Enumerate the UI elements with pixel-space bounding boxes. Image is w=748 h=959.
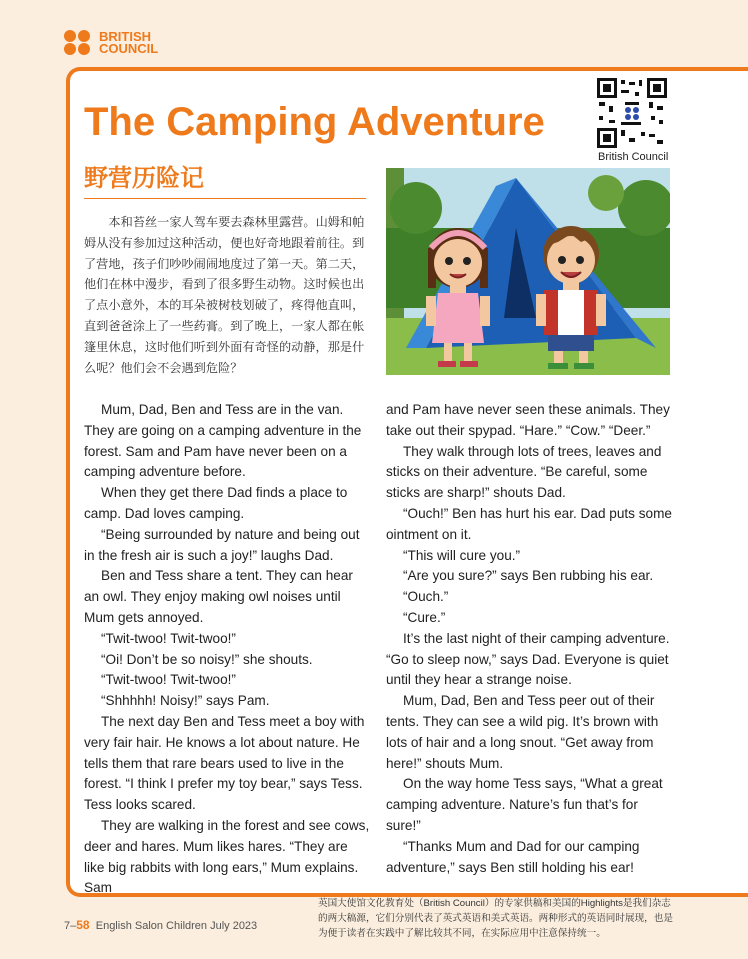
story-paragraph: They walk through lots of trees, leaves and sticks on their adventure. “Be careful, some sticks are sharp!” shouts Dad. xyxy=(386,443,662,501)
story-paragraph: “Being surrounded by nature and being out in the fresh air is such a joy!” laughs Dad. xyxy=(84,526,360,563)
logo-dots-icon xyxy=(64,30,94,56)
intro-cn: 本和苔丝一家人驾车要去森林里露营。山姆和帕姆从没有参加过这种活动，便也好奇地跟着前往。到了营地，孩子们吵吵闹闹地度过了第一天。第二天，他们在林中漫步，看到了很多野生动物。这时候也出了点小意外，本的耳朵被树枝划破了，疼得他直叫，直到爸爸涂上了一些药膏。到了晚上，一家人都在帐篷里休息，这时他们听到外面有奇怪的动静，那是什么呢？他们会不会遇到危险？ xyxy=(84,215,365,375)
page-number: 7–58 English Salon Children July 2023 xyxy=(64,918,258,932)
story-paragraph: “Cure.” xyxy=(403,609,446,625)
footer-note-cn: 英国大使馆文化教育处（British Council）的专家供稿和美国的Highlights是我们杂志的两大稿源，它们分别代表了英式英语和美式英语。两种形式的英语同时展现，也是为便于读者在实践中了解比较其不同，在实际应用中注意保持统一。 xyxy=(318,898,673,939)
logo-line2: COUNCIL xyxy=(99,41,159,56)
story-paragraph: “Oi! Don’t be so noisy!” she shouts. xyxy=(101,651,313,667)
story-paragraph: They are walking in the forest and see cows, deer and hares. Mum likes hares. “They are like big rabbits with long ears,” Mum explains. Sam xyxy=(84,817,370,896)
story-paragraph: and Pam have never seen these animals. They take out their spypad. “Hare.” “Cow.” “Deer.” xyxy=(386,402,670,438)
story-paragraph: It’s the last night of their camping adventure. “Go to sleep now,” says Dad. Everyone is quiet until they hear a strange noise. xyxy=(386,630,670,688)
logo-text xyxy=(99,31,158,55)
story-column-right xyxy=(386,400,672,878)
magazine-name: English Salon Children July 2023 xyxy=(95,920,258,932)
story-paragraph: “Twit-twoo! Twit-twoo!” xyxy=(101,672,236,688)
page-number-value: 58 xyxy=(76,918,90,932)
story-paragraph: “This will cure you.” xyxy=(403,547,521,563)
story-paragraph: When they get there Dad finds a place to camp. Dad loves camping. xyxy=(84,485,348,521)
story-paragraph: “Are you sure?” says Ben rubbing his ear. xyxy=(403,568,654,584)
camping-kids-illustration xyxy=(386,168,670,375)
story-paragraph: “Twit-twoo! Twit-twoo!” xyxy=(101,630,236,646)
story-paragraph: “Shhhhh! Noisy!” says Pam. xyxy=(101,693,270,709)
british-council-logo xyxy=(64,30,158,56)
article-title: The Camping Adventure xyxy=(84,100,545,144)
title-divider xyxy=(84,198,366,199)
qr-label: British Council xyxy=(598,151,669,163)
story-paragraph: Mum, Dad, Ben and Tess peer out of their tents. They can see a wild pig. It’s brown with lots of hair and a long snout. “Get away from here!” shouts Mum. xyxy=(386,693,659,771)
story-column-left xyxy=(84,400,370,899)
qr-code-icon[interactable] xyxy=(597,78,667,148)
story-paragraph: Ben and Tess share a tent. They can hear an owl. They enjoy making owl noises until Mum gets annoyed. xyxy=(84,568,353,625)
logo-line1: BRITISH xyxy=(99,29,151,44)
story-paragraph: On the way home Tess says, “What a great camping adventure. Nature’s fun that’s for sure!” xyxy=(386,776,663,833)
page-prefix: 7 xyxy=(64,920,71,932)
story-paragraph: Mum, Dad, Ben and Tess are in the van. They are going on a camping adventure in the forest. Sam and Pam have never been on a camping adventure before. xyxy=(84,402,362,480)
story-paragraph: The next day Ben and Tess meet a boy with very fair hair. He knows a lot about nature. He tells them that rare bears used to live in the forest. “I think I prefer my toy bear,” says Tess. Tess looks scared. xyxy=(84,713,365,813)
story-paragraph: “Ouch.” xyxy=(403,589,449,605)
article-subtitle-cn: 野营历险记 xyxy=(84,165,204,192)
story-paragraph: “Ouch!” Ben has hurt his ear. Dad puts some ointment on it. xyxy=(386,505,672,542)
story-paragraph: “Thanks Mum and Dad for our camping adventure,” says Ben still holding his ear! xyxy=(386,838,640,875)
